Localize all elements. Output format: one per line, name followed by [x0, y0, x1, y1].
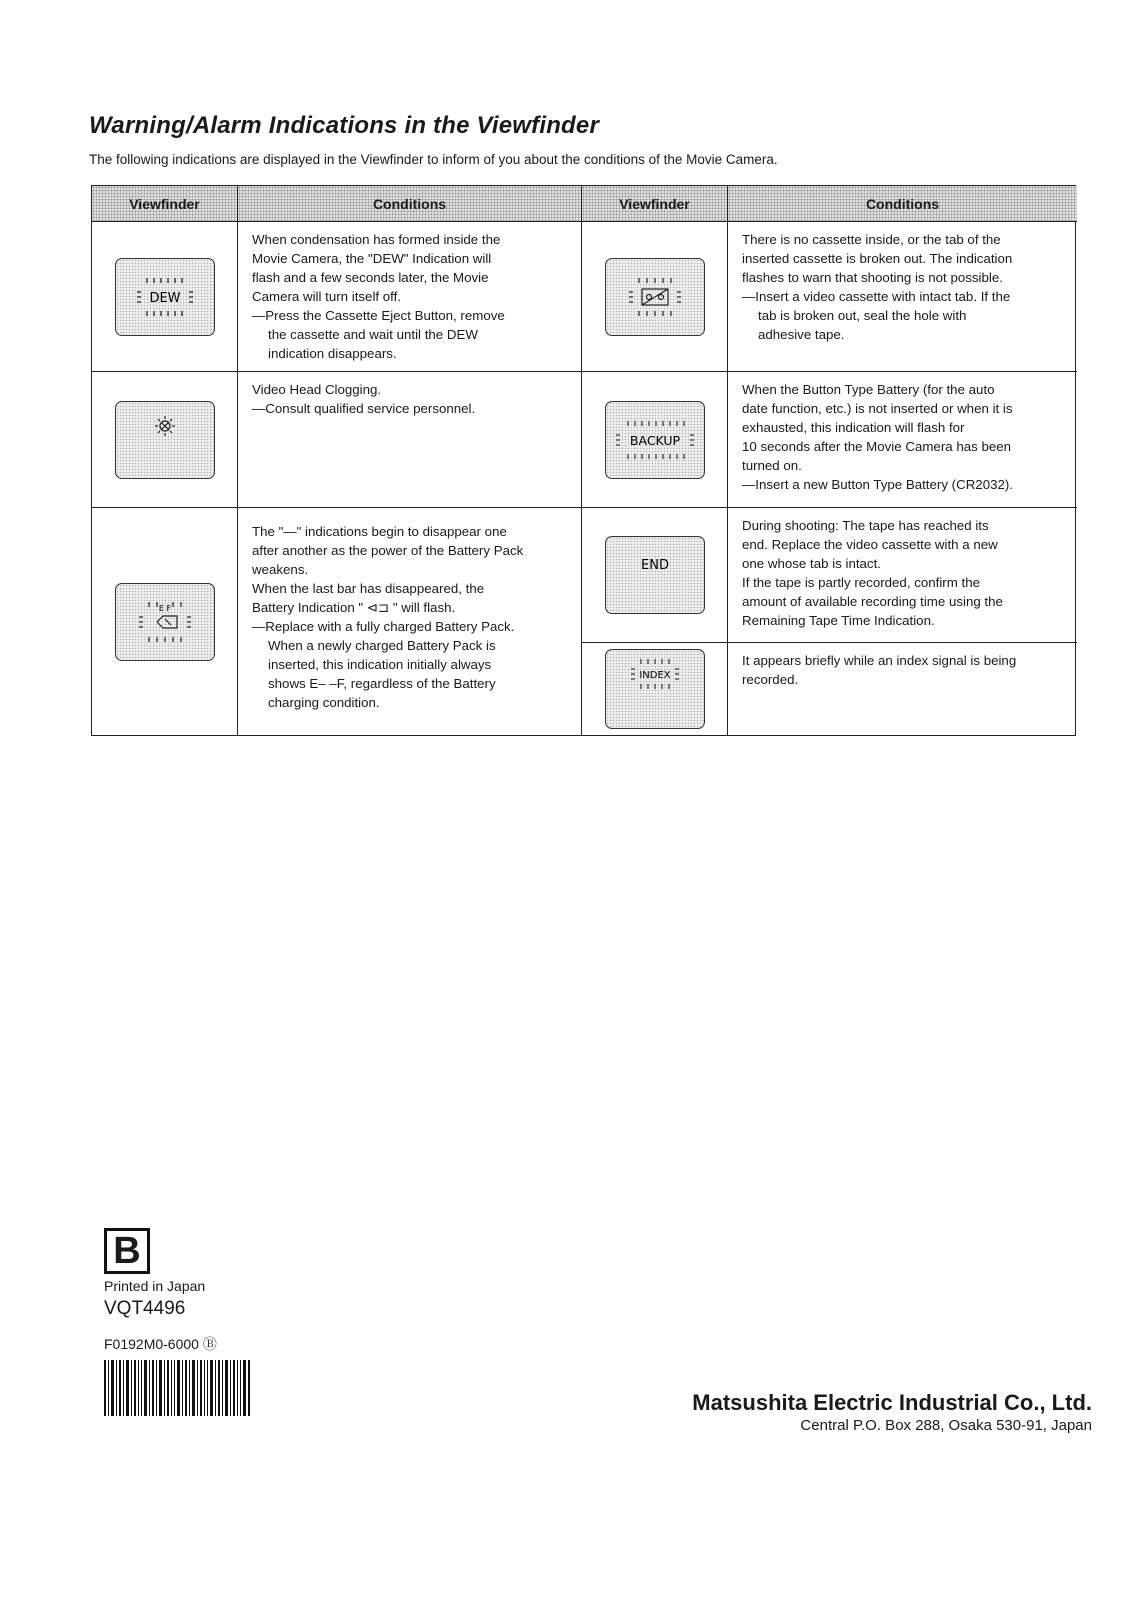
condition-line: end. Replace the video cassette with a new	[742, 537, 998, 552]
condition-line: —Consult qualified service personnel.	[252, 401, 476, 416]
condition-line: When condensation has formed inside the	[252, 232, 501, 247]
condition-line: Remaining Tape Time Indication.	[742, 613, 935, 628]
condition-line: flashes to warn that shooting is not possible.	[742, 270, 1003, 285]
condition-cassette	[728, 222, 1077, 372]
backup-indicator-icon	[610, 417, 700, 463]
condition-index	[728, 643, 1077, 735]
barcode-image	[104, 1360, 250, 1416]
condition-line: amount of available recording time using the	[742, 594, 1003, 609]
company-name: Matsushita Electric Industrial Co., Ltd.	[692, 1390, 1092, 1415]
viewfinder-cell-index	[582, 643, 728, 735]
condition-line: Movie Camera, the "DEW" Indication will	[252, 251, 492, 266]
viewfinder-screen	[605, 258, 705, 336]
dew-label: DEW	[148, 290, 181, 306]
condition-line: exhausted, this indication will flash for	[742, 420, 965, 435]
condition-line: —Insert a video cassette with intact tab. If the	[742, 289, 1011, 304]
print-code: F0192M0-6000 Ⓑ	[104, 1336, 217, 1352]
viewfinder-cell-backup	[582, 372, 728, 508]
viewfinder-screen	[115, 583, 215, 661]
condition-line: tab is broken out, seal the hole with	[758, 308, 967, 323]
document-code: VQT4496	[104, 1298, 186, 1319]
condition-line: the cassette and wait until the DEW	[268, 327, 478, 342]
viewfinder-cell-dew	[92, 222, 238, 372]
condition-line: flash and a few seconds later, the Movie	[252, 270, 489, 285]
condition-head-clog	[238, 372, 582, 508]
condition-line: —Press the Cassette Eject Button, remove	[252, 308, 505, 323]
condition-line: When the last bar has disappeared, the	[252, 581, 485, 596]
condition-line: During shooting: The tape has reached its	[742, 518, 989, 533]
viewfinder-cell-cassette	[582, 222, 728, 372]
backup-label: BACKUP	[629, 432, 680, 448]
condition-line: If the tape is partly recorded, confirm the	[742, 575, 980, 590]
condition-line: indication disappears.	[268, 346, 397, 361]
header-viewfinder-right: Viewfinder	[582, 186, 728, 222]
viewfinder-cell-battery	[92, 508, 238, 735]
condition-line: When a newly charged Battery Pack is	[268, 638, 496, 653]
printed-in-text: Printed in Japan	[104, 1278, 206, 1294]
condition-line: date function, etc.) is not inserted or when it is	[742, 401, 1013, 416]
condition-line: When the Button Type Battery (for the auto	[742, 382, 995, 397]
condition-line: after another as the power of the Battery Pack	[252, 543, 524, 558]
end-indicator-icon	[615, 545, 695, 605]
condition-line: —Replace with a fully charged Battery Pack.	[252, 619, 515, 634]
condition-line: Battery Indication " ⊲⊐ " will flash.	[252, 600, 456, 615]
viewfinder-screen	[605, 649, 705, 729]
condition-line: turned on.	[742, 458, 802, 473]
battery-label: E F	[158, 603, 171, 613]
index-label: INDEX	[638, 670, 671, 681]
condition-line: inserted cassette is broken out. The indication	[742, 251, 1013, 266]
viewfinder-cell-end	[582, 508, 728, 643]
end-label: END	[640, 558, 669, 573]
header-conditions-right: Conditions	[728, 186, 1077, 222]
battery-indicator-icon	[125, 597, 205, 647]
indications-table	[91, 185, 1076, 736]
condition-line: one whose tab is intact.	[742, 556, 881, 571]
condition-battery	[238, 508, 582, 735]
head-clog-icon	[125, 410, 205, 470]
index-indicator-icon	[615, 654, 695, 724]
viewfinder-screen	[605, 536, 705, 614]
page-title: Warning/Alarm Indications in the Viewfinder	[89, 112, 599, 139]
condition-line: shows E– –F, regardless of the Battery	[268, 676, 496, 691]
condition-line: It appears briefly while an index signal is being	[742, 653, 1017, 668]
condition-line: inserted, this indication initially always	[268, 657, 492, 672]
condition-line: weakens.	[252, 562, 309, 577]
condition-dew	[238, 222, 582, 372]
viewfinder-screen	[115, 258, 215, 336]
condition-backup	[728, 372, 1077, 508]
condition-end	[728, 508, 1077, 643]
region-mark: B	[104, 1228, 150, 1274]
condition-line: The "—" indications begin to disappear one	[252, 524, 507, 539]
viewfinder-cell-head-clog	[92, 372, 238, 508]
condition-line: adhesive tape.	[758, 327, 845, 342]
viewfinder-screen	[605, 401, 705, 479]
condition-line: charging condition.	[268, 695, 380, 710]
condition-line: Camera will turn itself off.	[252, 289, 402, 304]
viewfinder-screen	[115, 401, 215, 479]
condition-line: recorded.	[742, 672, 799, 687]
intro-text: The following indications are displayed in the Viewfinder to inform of you about the conditions of the Movie Camera.	[89, 152, 778, 167]
condition-line: —Insert a new Button Type Battery (CR2032).	[742, 477, 1013, 492]
header-viewfinder-left: Viewfinder	[92, 186, 238, 222]
dew-indicator-icon	[125, 274, 205, 320]
company-address: Central P.O. Box 288, Osaka 530-91, Japan	[800, 1417, 1092, 1434]
condition-line: 10 seconds after the Movie Camera has been	[742, 439, 1012, 454]
cassette-indicator-icon	[615, 274, 695, 320]
condition-line: Video Head Clogging.	[252, 382, 382, 397]
header-conditions-left: Conditions	[238, 186, 582, 222]
condition-line: There is no cassette inside, or the tab of the	[742, 232, 1001, 247]
